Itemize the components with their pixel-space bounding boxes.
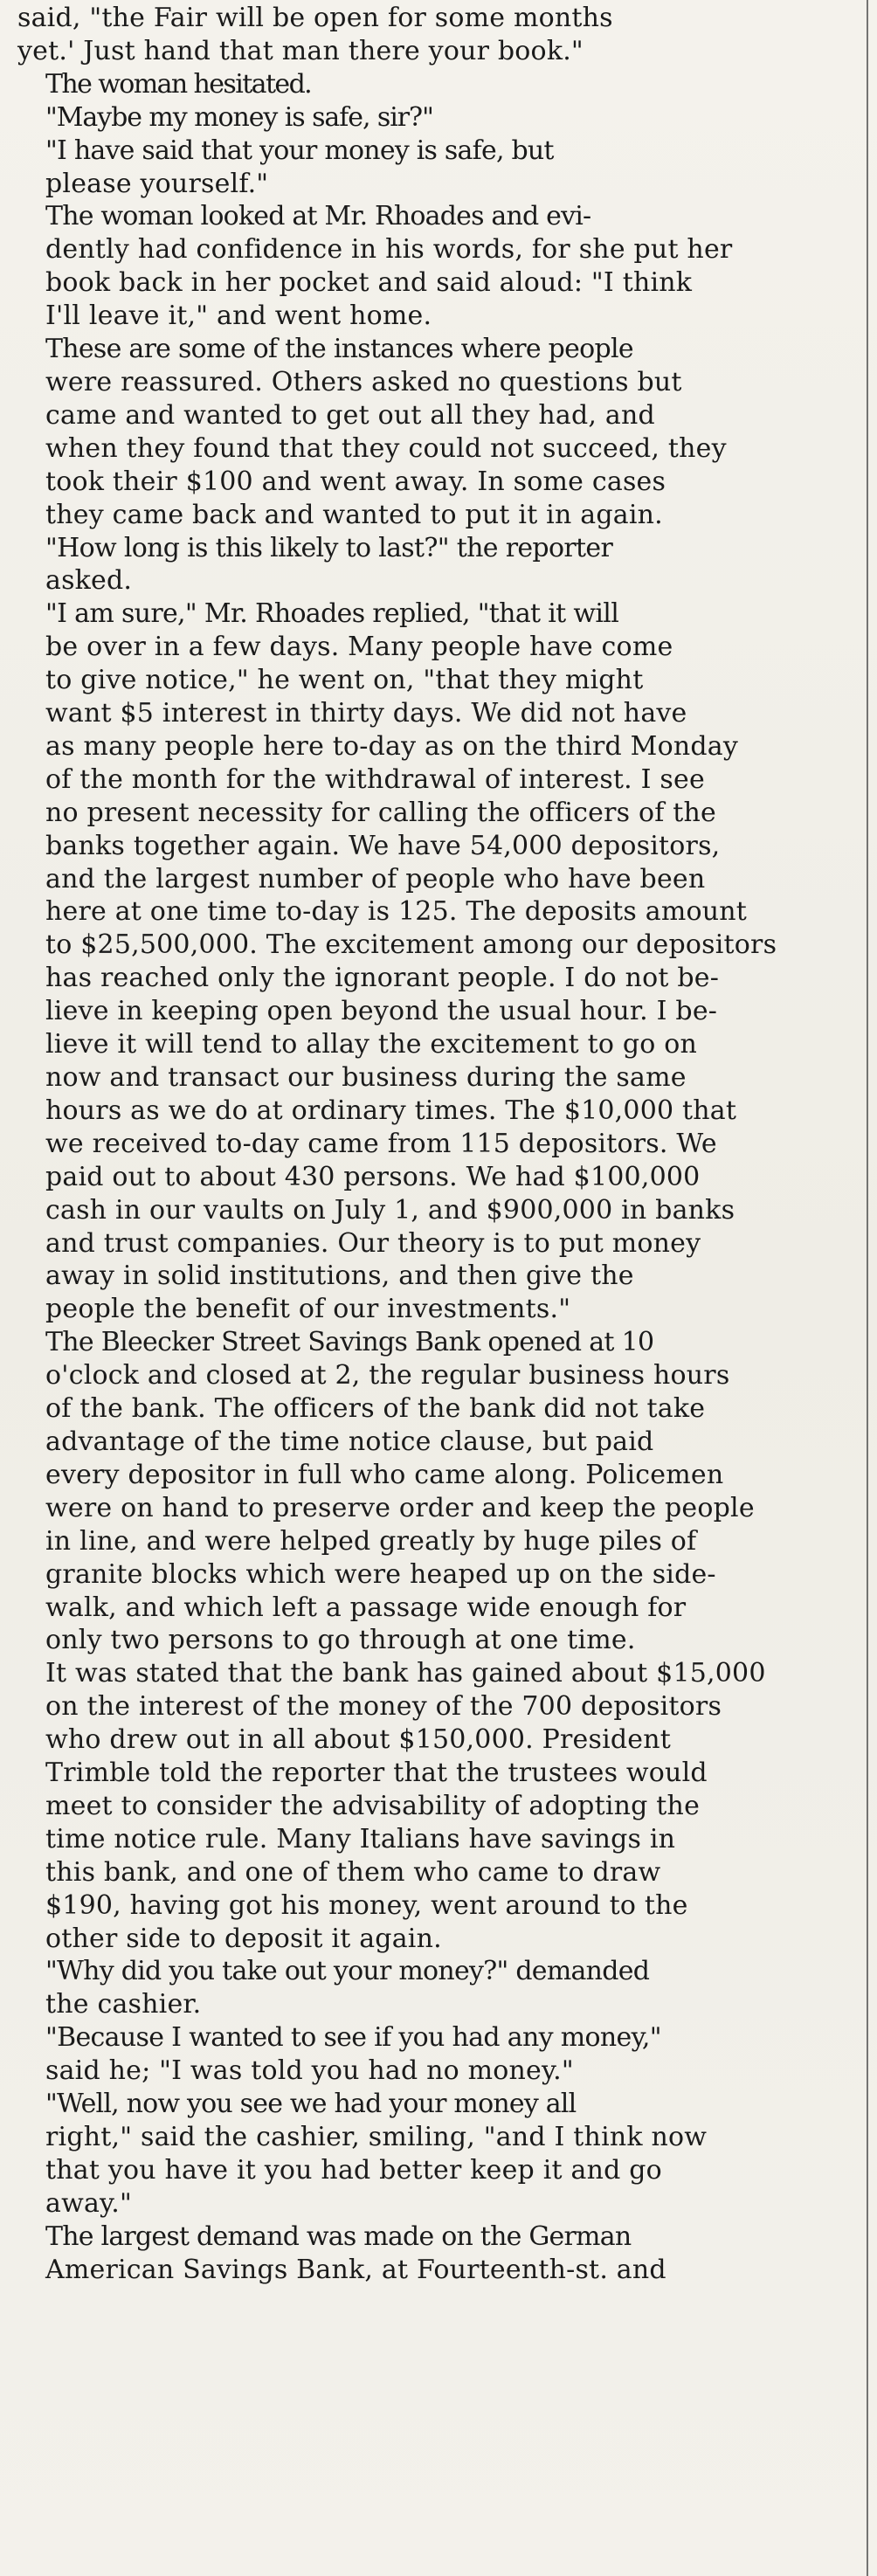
- text-line: It was stated that the bank has gained about $15,000: [45, 1658, 766, 1689]
- text-line: "I have said that your money is safe, but: [45, 135, 554, 166]
- text-line: "I am sure," Mr. Rhoades replied, "that it will: [45, 598, 619, 630]
- text-line: we received to-day came from 115 depositors. We: [45, 1128, 717, 1159]
- text-line: The woman looked at Mr. Rhoades and evi-: [45, 201, 591, 232]
- text-line: no present necessity for calling the officers of the: [45, 797, 717, 828]
- text-line: Trimble told the reporter that the trustees would: [45, 1758, 708, 1789]
- text-line: banks together again. We have 54,000 depositors,: [45, 830, 721, 861]
- text-line: These are some of the instances where people: [45, 334, 633, 365]
- text-line: to $25,500,000. The excitement among our depositors: [45, 929, 777, 961]
- text-line: American Savings Bank, at Fourteenth-st. and: [45, 2254, 666, 2285]
- text-line: "Maybe my money is safe, sir?": [45, 101, 433, 133]
- text-line: "Because I wanted to see if you had any money,": [45, 2022, 661, 2054]
- text-line: as many people here to-day as on the third Monday: [45, 730, 738, 762]
- text-line: lieve it will tend to allay the excitement to go on: [45, 1029, 698, 1060]
- text-line: to give notice," he went on, "that they might: [45, 665, 644, 696]
- text-line: said, "the Fair will be open for some months: [17, 3, 613, 33]
- text-line: asked.: [45, 565, 133, 597]
- text-line: the cashier.: [45, 1989, 202, 2020]
- text-line: "Well, now you see we had your money all: [45, 2089, 577, 2120]
- text-line: in line, and were helped greatly by huge piles of: [45, 1525, 697, 1557]
- paragraph: [17, 333, 856, 531]
- text-line: be over in a few days. Many people have come: [45, 632, 673, 663]
- text-line: The woman hesitated.: [45, 68, 312, 100]
- text-line: here at one time to-day is 125. The deposits amount: [45, 896, 748, 928]
- text-line: they came back and wanted to put it in again.: [45, 499, 663, 530]
- text-line: The Bleecker Street Savings Bank opened at 10: [45, 1327, 654, 1358]
- text-line: other side to deposit it again.: [45, 1923, 442, 1954]
- paragraph: [17, 597, 856, 1326]
- text-line: hours as we do at ordinary times. The $10,000 that: [45, 1095, 737, 1126]
- text-line: came and wanted to get out all they had, and: [45, 399, 655, 431]
- paragraph: [17, 135, 856, 201]
- paragraph: [17, 2220, 856, 2287]
- text-line: who drew out in all about $150,000. President: [45, 1724, 672, 1756]
- text-line: dently had confidence in his words, for she put her: [45, 234, 733, 266]
- text-line: has reached only the ignorant people. I do not be-: [45, 963, 720, 994]
- article-column: [17, 2, 856, 2287]
- text-line: and the largest number of people who have been: [45, 863, 706, 894]
- text-line: "Why did you take out your money?" demanded: [45, 1956, 650, 1987]
- text-line: that you have it you had better keep it and go: [45, 2154, 662, 2186]
- text-line: on the interest of the money of the 700 depositors: [45, 1691, 722, 1723]
- text-line: people the benefit of our investments.": [45, 1294, 571, 1325]
- text-line: every depositor in full who came along. Policemen: [45, 1459, 724, 1490]
- text-line: and trust companies. Our theory is to put money: [45, 1227, 701, 1259]
- paragraph: [17, 532, 856, 598]
- text-line: cash in our vaults on July 1, and $900,000 in banks: [45, 1194, 735, 1226]
- paragraph: [17, 1955, 856, 2021]
- paragraph: [17, 2088, 856, 2220]
- column-rule: [867, 0, 868, 2576]
- text-line: paid out to about 430 persons. We had $100,000: [45, 1161, 701, 1192]
- paragraph: [17, 101, 856, 135]
- text-line: lieve in keeping open beyond the usual hour. I be-: [45, 996, 718, 1027]
- text-line: please yourself.": [45, 168, 269, 199]
- paragraph: [17, 68, 856, 101]
- text-line: of the month for the withdrawal of interest. I see: [45, 763, 705, 795]
- text-line: "How long is this likely to last?" the reporter: [45, 532, 613, 563]
- text-line: now and transact our business during the same: [45, 1062, 687, 1093]
- text-line: I'll leave it," and went home.: [45, 300, 432, 332]
- text-line: were reassured. Others asked no questions but: [45, 366, 682, 397]
- paragraph: [17, 200, 856, 333]
- text-line: want $5 interest in thirty days. We did not have: [45, 698, 687, 729]
- paragraph: [17, 1326, 856, 1955]
- text-line: took their $100 and went away. In some cases: [45, 466, 666, 497]
- text-line: The largest demand was made on the German: [45, 2220, 632, 2252]
- text-line: meet to consider the advisability of adopting the: [45, 1790, 701, 1821]
- text-line: book back in her pocket and said aloud: "I think: [45, 267, 693, 299]
- paragraph: [17, 2, 856, 68]
- text-line: said he; "I was told you had no money.": [45, 2055, 574, 2087]
- text-line: right," said the cashier, smiling, "and I think now: [45, 2122, 708, 2152]
- text-line: only two persons to go through at one time.: [45, 1625, 636, 1656]
- text-line: $190, having got his money, went around to the: [45, 1889, 688, 1921]
- text-line: yet.' Just hand that man there your book.": [17, 35, 584, 66]
- paragraph: [17, 2021, 856, 2088]
- text-line: advantage of the time notice clause, but paid: [45, 1426, 654, 1457]
- text-line: this bank, and one of them who came to draw: [45, 1856, 661, 1888]
- text-line: were on hand to preserve order and keep the people: [45, 1492, 755, 1523]
- text-line: when they found that they could not succeed, they: [45, 432, 727, 464]
- text-line: of the bank. The officers of the bank did not take: [45, 1393, 706, 1425]
- text-line: walk, and which left a passage wide enough for: [45, 1592, 687, 1623]
- text-line: away.": [45, 2187, 132, 2219]
- text-line: o'clock and closed at 2, the regular business hours: [45, 1360, 730, 1392]
- text-line: time notice rule. Many Italians have savings in: [45, 1823, 676, 1854]
- text-line: away in solid institutions, and then give the: [45, 1260, 634, 1292]
- text-line: granite blocks which were heaped up on the side-: [45, 1558, 716, 1590]
